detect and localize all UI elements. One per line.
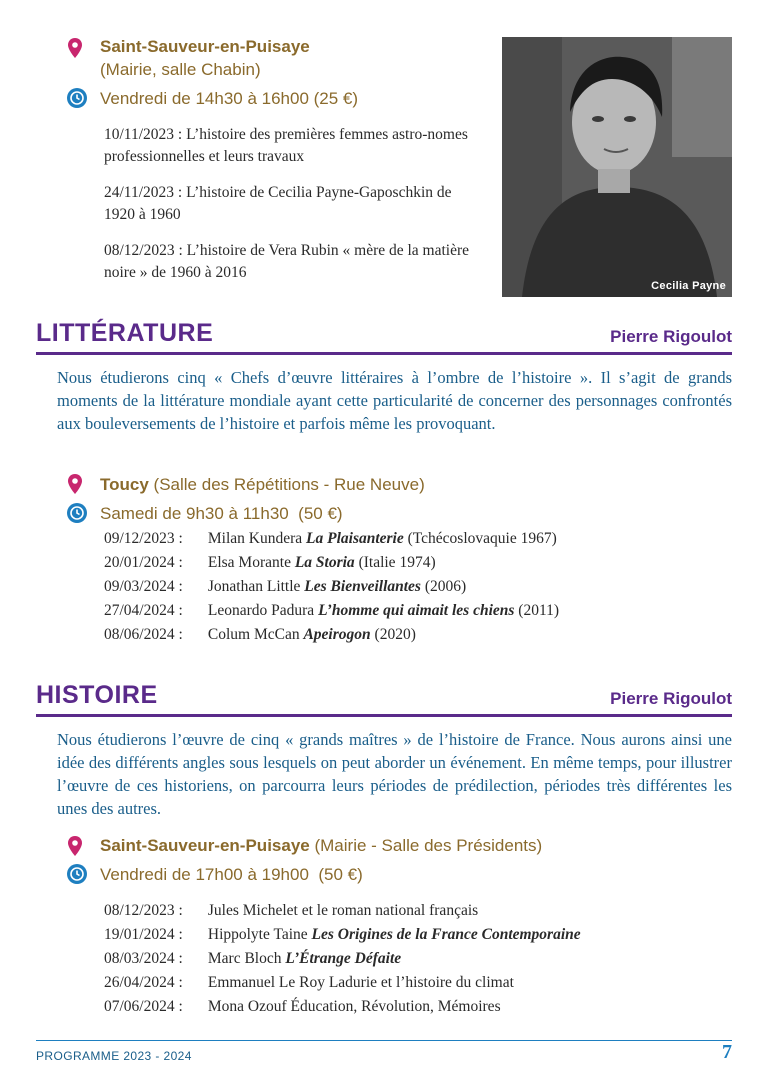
- session-extra: (2020): [374, 626, 416, 643]
- section-divider: [36, 352, 732, 355]
- session-date: 08/06/2024 :: [104, 626, 183, 643]
- portrait-illustration: [502, 37, 732, 297]
- session-extra: (Tchécoslovaquie 1967): [407, 530, 557, 547]
- session-extra: (2011): [518, 602, 560, 619]
- clock-icon: [67, 864, 87, 884]
- session-author: Mona Ozouf Éducation, Révolution, Mémoires: [207, 998, 501, 1015]
- session-author: Emmanuel Le Roy Ladurie et l’histoire du climat: [207, 974, 514, 991]
- photo-caption: Cecilia Payne: [651, 280, 726, 292]
- session-author: Marc Bloch: [207, 950, 282, 967]
- clock-icon: [67, 503, 87, 523]
- session-extra: (Italie 1974): [358, 554, 436, 571]
- litterature-location-name: Toucy: [100, 475, 149, 494]
- histoire-location-name: Saint-Sauveur-en-Puisaye: [100, 836, 310, 855]
- litterature-location-detail: (Salle des Répétitions - Rue Neuve): [153, 475, 425, 494]
- histoire-location: [100, 836, 542, 856]
- session-date: 08/12/2023 :: [104, 902, 183, 919]
- litterature-location: [100, 475, 425, 495]
- astro-entry-3: 08/12/2023 : L’histoire de Vera Rubin « mère de la matière noire » de 1960 à 2016: [104, 242, 470, 281]
- session-date: 27/04/2024 :: [104, 602, 183, 619]
- session-work-title: L’homme qui aimait les chiens: [318, 602, 515, 619]
- litterature-intro: Nous étudierons cinq « Chefs d’œuvre littéraires à l’ombre de l’histoire ». Il s’agit de grands moments de la littérature mondiale ayant cette particularité de concerner des personnages confrontés aux bouleversements de l’histoire et parfois même les provoquant.: [57, 368, 732, 433]
- session-date: 09/12/2023 :: [104, 530, 183, 547]
- litterature-session: [104, 623, 416, 647]
- session-date: 19/01/2024 :: [104, 926, 183, 943]
- astro-schedule: Vendredi de 14h30 à 16h00 (25 €): [100, 89, 359, 108]
- litterature-session: [104, 575, 466, 599]
- litterature-session: [104, 599, 559, 623]
- session-author: Milan Kundera: [207, 530, 303, 547]
- astro-entry-1: 10/11/2023 : L’histoire des premières femmes astro-nomes professionnelles et leurs travaux: [104, 126, 468, 165]
- astro-location-name: Saint-Sauveur-en-Puisaye: [100, 37, 310, 56]
- histoire-intro: Nous étudierons l’œuvre de cinq « grands maîtres » de l’histoire de France. Nous aurons ainsi une idée des différents angles sous lesquels on peut aborder un événement. En même temps, pour illustrer l’œuvre de ces historiens, on parcourra leurs périodes de prédilection, périodes très différentes les unes des autres.: [57, 730, 732, 818]
- session-work-title: Apeirogon: [303, 626, 371, 643]
- page-number: 7: [722, 1041, 732, 1063]
- histoire-session: [104, 947, 401, 971]
- litterature-session: [104, 527, 557, 551]
- session-date: 08/03/2024 :: [104, 950, 183, 967]
- session-author: Hippolyte Taine: [207, 926, 308, 943]
- histoire-schedule: Vendredi de 17h00 à 19h00 (50 €): [100, 865, 363, 884]
- histoire-session: [104, 995, 501, 1019]
- clock-icon: [67, 88, 87, 108]
- session-date: 20/01/2024 :: [104, 554, 183, 571]
- histoire-session: [104, 899, 478, 923]
- session-work-title: Les Origines de la France Contemporaine: [311, 926, 581, 943]
- footer-label: PROGRAMME 2023 - 2024: [36, 1049, 192, 1063]
- section-divider: [36, 714, 732, 717]
- section-author-litterature: Pierre Rigoulot: [610, 327, 732, 346]
- session-author: Jules Michelet et le roman national français: [207, 902, 479, 919]
- footer-divider: [36, 1040, 732, 1041]
- litterature-session: [104, 551, 436, 575]
- session-date: 26/04/2024 :: [104, 974, 183, 991]
- location-pin-icon: [68, 38, 82, 58]
- session-work-title: L’Étrange Défaite: [285, 950, 402, 967]
- astro-location: [100, 37, 310, 57]
- astro-entry-2: 24/11/2023 : L’histoire de Cecilia Payne-Gaposchkin de 1920 à 1960: [104, 184, 452, 223]
- session-work-title: La Plaisanterie: [306, 530, 404, 547]
- session-work-title: La Storia: [294, 554, 355, 571]
- section-title-litterature: LITTÉRATURE: [36, 319, 214, 347]
- session-author: Jonathan Little: [207, 578, 301, 595]
- location-pin-icon: [68, 836, 82, 856]
- session-author: Elsa Morante: [207, 554, 291, 571]
- session-author: Colum McCan: [207, 626, 300, 643]
- session-date: 09/03/2024 :: [104, 578, 183, 595]
- astro-location-detail: (Mairie, salle Chabin): [100, 60, 261, 79]
- location-pin-icon: [68, 474, 82, 494]
- cecilia-payne-photo: [502, 37, 732, 297]
- section-title-histoire: HISTOIRE: [36, 681, 158, 709]
- section-author-histoire: Pierre Rigoulot: [610, 689, 732, 708]
- histoire-session: [104, 971, 514, 995]
- session-date: 07/06/2024 :: [104, 998, 183, 1015]
- session-extra: (2006): [424, 578, 467, 595]
- session-work-title: Les Bienveillantes: [304, 578, 421, 595]
- histoire-location-detail: (Mairie - Salle des Présidents): [314, 836, 543, 855]
- litterature-schedule: Samedi de 9h30 à 11h30 (50 €): [100, 504, 343, 523]
- histoire-session: [104, 923, 581, 947]
- session-author: Leonardo Padura: [207, 602, 315, 619]
